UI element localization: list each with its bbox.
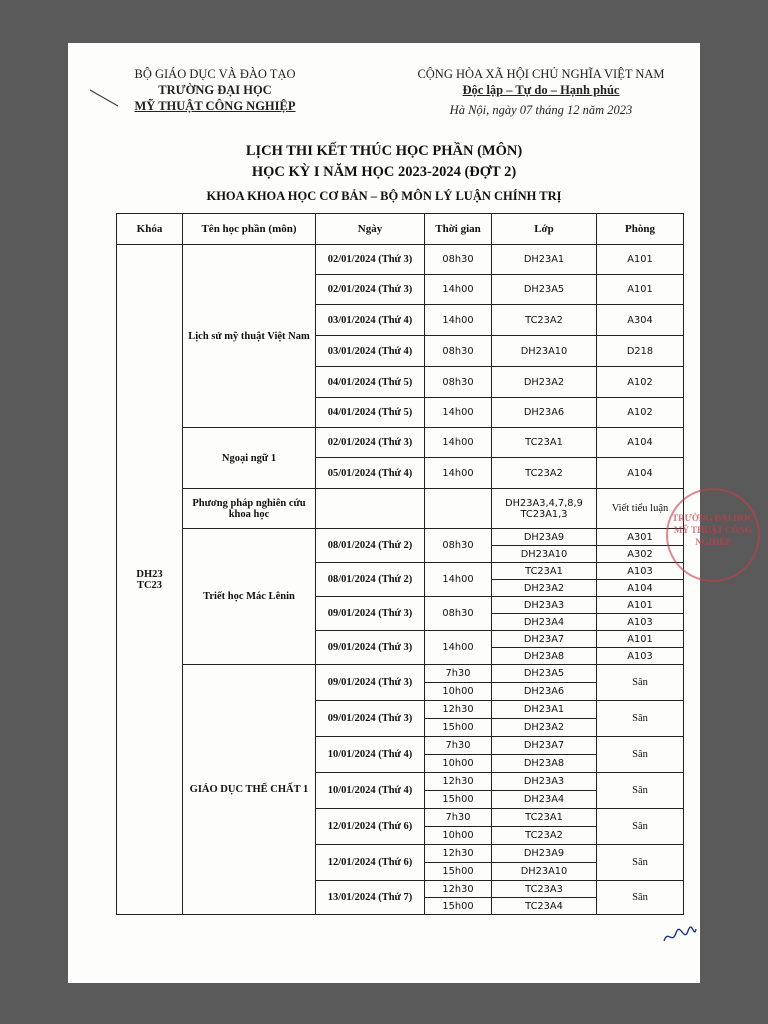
date-cell: 12/01/2024 (Thứ 6) (316, 845, 425, 881)
class-cell: TC23A4 (492, 898, 597, 915)
class-cell: DH23A2 (492, 580, 597, 597)
class-cell: DH23A7 (492, 737, 597, 755)
time-cell: 14h00 (425, 631, 492, 665)
date-cell: 03/01/2024 (Thứ 4) (316, 336, 425, 367)
time-cell (425, 489, 492, 529)
time-cell: 7h30 (425, 809, 492, 827)
class-cell: DH23A6 (492, 398, 597, 428)
room-cell: A302 (597, 546, 684, 563)
room-cell: A101 (597, 275, 684, 305)
doc-subtitle: HỌC KỲ I NĂM HỌC 2023-2024 (ĐỢT 2) (251, 164, 517, 180)
room-cell: Sân (597, 665, 684, 701)
class-cell: DH23A9 (492, 845, 597, 863)
class-cell: TC23A3 (492, 881, 597, 898)
time-cell: 14h00 (425, 563, 492, 597)
room-cell: A301 (597, 529, 684, 546)
col-header-date: Ngày (316, 214, 425, 245)
date-cell: 09/01/2024 (Thứ 3) (316, 597, 425, 631)
class-cell: DH23A10 (492, 863, 597, 881)
time-cell: 14h00 (425, 398, 492, 428)
doc-title: LỊCH THI KẾT THÚC HỌC PHẦN (MÔN) (245, 143, 523, 159)
university-line2: MỸ THUẬT CÔNG NGHIỆP (134, 99, 296, 113)
time-cell: 10h00 (425, 827, 492, 845)
room-cell: A104 (597, 580, 684, 597)
subject-cell: Lịch sử mỹ thuật Việt Nam (183, 245, 316, 428)
time-cell: 14h00 (425, 275, 492, 305)
class-cell: TC23A1 (492, 428, 597, 458)
room-cell: A103 (597, 648, 684, 665)
time-cell: 08h30 (425, 336, 492, 367)
time-cell: 10h00 (425, 755, 492, 773)
header-right (398, 66, 684, 118)
room-cell: Sân (597, 809, 684, 845)
document-page (68, 43, 754, 983)
time-cell: 08h30 (425, 597, 492, 631)
time-cell: 15h00 (425, 863, 492, 881)
date-cell (316, 489, 425, 529)
class-cell: DH23A8 (492, 648, 597, 665)
class-cell: TC23A1 (492, 563, 597, 580)
subject-cell: Phương pháp nghiên cứu khoa học (183, 489, 316, 529)
class-cell: TC23A2 (492, 458, 597, 489)
class-cell: DH23A4 (492, 614, 597, 631)
class-cell: DH23A2 (492, 367, 597, 398)
room-cell: A101 (597, 245, 684, 275)
date-cell: 08/01/2024 (Thứ 2) (316, 563, 425, 597)
time-cell: 08h30 (425, 367, 492, 398)
table-row (117, 665, 684, 683)
class-cell: DH23A5 (492, 665, 597, 683)
class-cell: DH23A3 (492, 773, 597, 791)
class-cell: TC23A1 (492, 809, 597, 827)
class-cell: DH23A3 (492, 597, 597, 614)
table-row (117, 428, 684, 458)
signature-mark (662, 925, 698, 947)
room-cell: A104 (597, 458, 684, 489)
subject-cell: Ngoại ngữ 1 (183, 428, 316, 489)
ministry-name: BỘ GIÁO DỤC VÀ ĐÀO TẠO (134, 67, 296, 81)
time-cell: 15h00 (425, 791, 492, 809)
table-row (117, 245, 684, 275)
table-row (117, 489, 684, 529)
time-cell: 15h00 (425, 719, 492, 737)
class-cell: DH23A5 (492, 275, 597, 305)
class-cell: DH23A9 (492, 529, 597, 546)
room-cell: A102 (597, 367, 684, 398)
doc-department: KHOA KHOA HỌC CƠ BẢN – BỘ MÔN LÝ LUẬN CHÍNH TRỊ (206, 189, 562, 203)
room-cell: A104 (597, 428, 684, 458)
subject-cell: Triết học Mác Lênin (183, 529, 316, 665)
time-cell: 15h00 (425, 898, 492, 915)
room-cell: A103 (597, 563, 684, 580)
date-cell: 04/01/2024 (Thứ 5) (316, 398, 425, 428)
university-line1: TRƯỜNG ĐẠI HỌC (158, 83, 272, 97)
date-cell: 10/01/2024 (Thứ 4) (316, 773, 425, 809)
class-cell: DH23A2 (492, 719, 597, 737)
date-cell: 09/01/2024 (Thứ 3) (316, 701, 425, 737)
khoa-cell: DH23 TC23 (117, 245, 183, 915)
room-cell: Sân (597, 881, 684, 915)
table-header-row (117, 214, 684, 245)
class-cell: DH23A6 (492, 683, 597, 701)
class-cell: DH23A10 (492, 336, 597, 367)
class-cell: DH23A1 (492, 245, 597, 275)
room-cell: A304 (597, 305, 684, 336)
date-cell: 05/01/2024 (Thứ 4) (316, 458, 425, 489)
date-cell: 02/01/2024 (Thứ 3) (316, 428, 425, 458)
header-left (125, 66, 305, 114)
issue-date: Hà Nội, ngày 07 tháng 12 năm 2023 (449, 103, 633, 117)
time-cell: 14h00 (425, 428, 492, 458)
room-cell: D218 (597, 336, 684, 367)
col-header-time: Thời gian (425, 214, 492, 245)
class-cell: DH23A10 (492, 546, 597, 563)
date-cell: 13/01/2024 (Thứ 7) (316, 881, 425, 915)
time-cell: 08h30 (425, 245, 492, 275)
col-header-subject: Tên học phần (môn) (183, 214, 316, 245)
subject-cell: GIÁO DỤC THỂ CHẤT 1 (183, 665, 316, 915)
date-cell: 03/01/2024 (Thứ 4) (316, 305, 425, 336)
room-cell: A102 (597, 398, 684, 428)
pencil-mark (90, 88, 120, 108)
country-name: CỘNG HÒA XÃ HỘI CHỦ NGHĨA VIỆT NAM (417, 67, 665, 81)
stamp-text: TRƯỜNG ĐẠI HỌC MỸ THUẬT CÔNG NGHIỆP (672, 513, 754, 547)
time-cell: 08h30 (425, 529, 492, 563)
col-header-khoa: Khóa (117, 214, 183, 245)
time-cell: 14h00 (425, 458, 492, 489)
time-cell: 12h30 (425, 773, 492, 791)
col-header-class: Lớp (492, 214, 597, 245)
date-cell: 02/01/2024 (Thứ 3) (316, 245, 425, 275)
col-header-room: Phòng (597, 214, 684, 245)
class-cell: DH23A7 (492, 631, 597, 648)
time-cell: 7h30 (425, 665, 492, 683)
table-row (117, 529, 684, 546)
time-cell: 10h00 (425, 683, 492, 701)
exam-schedule-table (116, 213, 684, 915)
date-cell: 08/01/2024 (Thứ 2) (316, 529, 425, 563)
class-cell: DH23A4 (492, 791, 597, 809)
room-cell: Sân (597, 773, 684, 809)
date-cell: 04/01/2024 (Thứ 5) (316, 367, 425, 398)
time-cell: 12h30 (425, 881, 492, 898)
room-cell: Sân (597, 701, 684, 737)
date-cell: 12/01/2024 (Thứ 6) (316, 809, 425, 845)
date-cell: 10/01/2024 (Thứ 4) (316, 737, 425, 773)
class-cell: DH23A3,4,7,8,9 TC23A1,3 (492, 489, 597, 529)
class-cell: TC23A2 (492, 827, 597, 845)
room-cell: Viết tiểu luận (597, 489, 684, 529)
motto: Độc lập – Tự do – Hạnh phúc (462, 83, 620, 97)
date-cell: 09/01/2024 (Thứ 3) (316, 665, 425, 701)
room-cell: A101 (597, 631, 684, 648)
class-cell: TC23A2 (492, 305, 597, 336)
room-cell: A101 (597, 597, 684, 614)
official-red-stamp (666, 488, 760, 582)
room-cell: Sân (597, 845, 684, 881)
class-cell: DH23A1 (492, 701, 597, 719)
room-cell: Sân (597, 737, 684, 773)
class-cell: DH23A8 (492, 755, 597, 773)
date-cell: 02/01/2024 (Thứ 3) (316, 275, 425, 305)
time-cell: 12h30 (425, 845, 492, 863)
time-cell: 12h30 (425, 701, 492, 719)
time-cell: 14h00 (425, 305, 492, 336)
date-cell: 09/01/2024 (Thứ 3) (316, 631, 425, 665)
time-cell: 7h30 (425, 737, 492, 755)
room-cell: A103 (597, 614, 684, 631)
